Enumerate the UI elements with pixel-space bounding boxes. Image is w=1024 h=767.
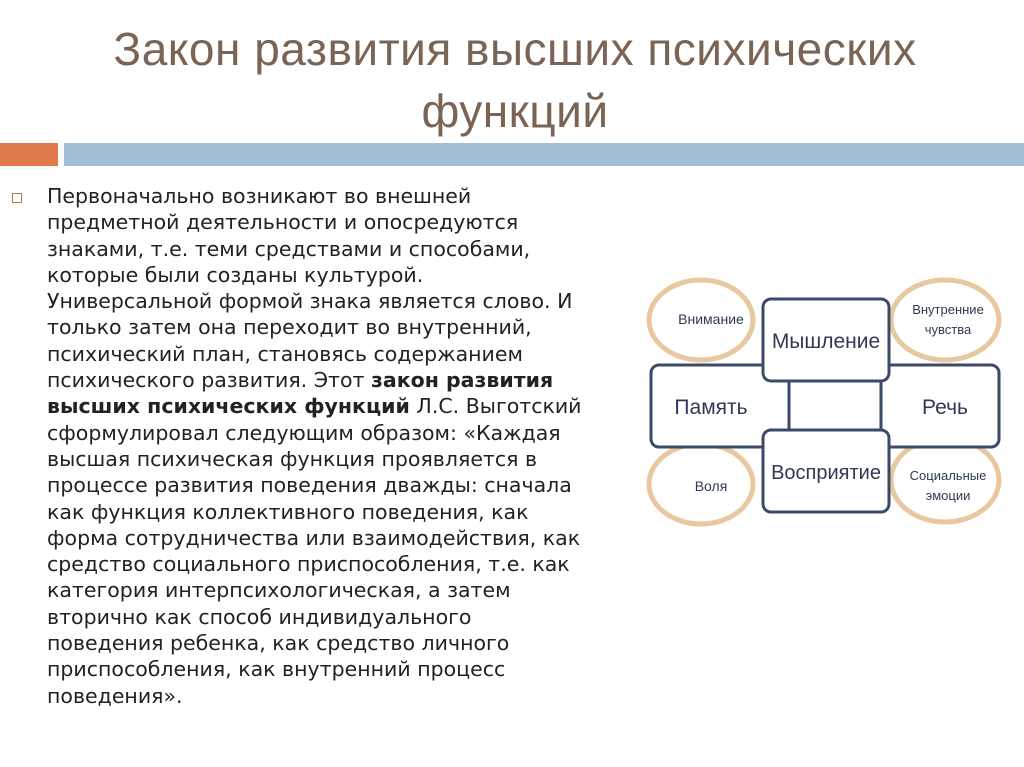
functions-diagram [645,262,1005,534]
ellipse-inner-feelings [891,280,999,360]
label-social-emotions-2: эмоции [925,488,971,503]
paragraph-part-1: Первоначально возникают во внешней предметной деятельности и опосредуются знаками, т.е. теми средствами и способами, которые были созданы культурой. Универсальной формой знака является слово. И только затем она переходит во внутренний, психический план, становясь содержанием психического развития. Этот [47,184,573,393]
label-thinking: Мышление [771,330,881,353]
slide-title: Закон развития высших психических функций [113,23,917,137]
accent-bar-orange [0,143,58,166]
label-inner-feelings-2: чувства [924,322,972,337]
label-social-emotions-1: Социальные [909,468,987,483]
paragraph-part-2: Л.С. Выготский сформулировал следующим образом: «Каждая высшая психическая функция проявляется в процессе развития поведения дважды: сначала как функция коллективного поведения, как форма сотрудничества или взаимодействия, как средство социального приспособления, т.е. как категория интерпсихологическая, а затем вторично как способ индивидуального поведения ребенка, как средство личного приспособления, как внутренний процесс поведения». [47,394,582,708]
label-perception: Восприятие [771,462,881,484]
label-speech: Речь [922,396,968,419]
label-memory: Память [674,396,748,419]
accent-bar-blue [64,143,1024,166]
label-attention: Внимание [678,311,744,327]
main-paragraph [47,183,647,709]
label-inner-feelings-1: Внутренние [912,302,984,317]
paragraph-bold-term: закон развития высших психических функций [47,368,554,419]
bullet-square-icon [12,193,22,203]
label-will: Воля [694,478,728,494]
